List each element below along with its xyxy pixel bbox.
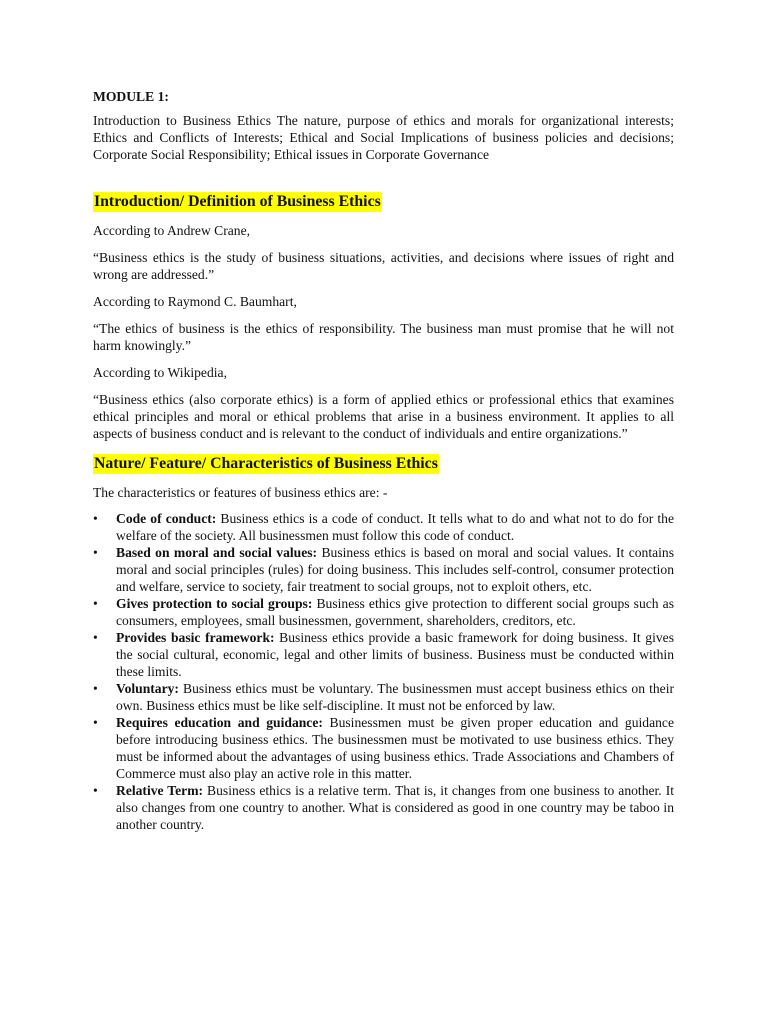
list-item-term: Voluntary: bbox=[116, 681, 179, 696]
list-item bbox=[93, 782, 674, 833]
attribution-wikipedia: According to Wikipedia, bbox=[93, 365, 227, 380]
list-item-text: Business ethics give protection to different social groups such as consumers, employees, small businessmen, government, shareholders, creditors, etc. bbox=[116, 596, 674, 628]
bullet-icon: • bbox=[93, 783, 98, 798]
list-item bbox=[93, 714, 674, 782]
bullet-icon: • bbox=[93, 681, 98, 696]
list-item-text: Business ethics must be voluntary. The businessmen must accept business ethics on their own. Business ethics must be like self-discipline. It must not be enforced by law. bbox=[116, 681, 674, 713]
section-heading-definition: Introduction/ Definition of Business Ethics bbox=[94, 193, 381, 210]
section-heading-characteristics: Nature/ Feature/ Characteristics of Business Ethics bbox=[94, 455, 438, 472]
characteristics-intro: The characteristics or features of business ethics are: - bbox=[93, 485, 388, 500]
list-item-text: Businessmen must be given proper education and guidance before introducing business ethics. The businessmen must be motivated to use business ethics. They must be informed about the advantages of using business ethics. Trade Associations and Chambers of Commerce must also play an active role in this matter. bbox=[116, 715, 675, 781]
module-overview: Introduction to Business Ethics The nature, purpose of ethics and morals for organizational interests; Ethics and Conflicts of Interests; Ethical and Social Implications of business policies and decisions; Corporate Social Responsibility; Ethical issues in Corporate Governance bbox=[93, 113, 674, 162]
quote-wikipedia: “Business ethics (also corporate ethics) is a form of applied ethics or professional ethics that examines ethical principles and moral or ethical problems that arise in a business environment. It applies to all aspects of business conduct and is relevant to the conduct of individuals and entire organizations.” bbox=[93, 392, 674, 441]
list-item-term: Code of conduct: bbox=[116, 511, 217, 526]
section-heading-wrapper bbox=[93, 192, 674, 212]
quote-crane: “Business ethics is the study of business situations, activities, and decisions where issues of right and wrong are addressed.” bbox=[93, 250, 674, 282]
list-item-term: Provides basic framework: bbox=[116, 630, 275, 645]
list-item-term: Relative Term: bbox=[116, 783, 204, 798]
list-item-text: Business ethics provide a basic framework for doing business. It gives the social cultural, economic, legal and other limits of business. Business must be conducted within these limits. bbox=[116, 630, 674, 679]
bullet-icon: • bbox=[93, 545, 98, 560]
section-heading-wrapper bbox=[93, 454, 674, 474]
list-item-text: Business ethics is based on moral and social values. It contains moral and social principles (rules) for doing business. This includes self-control, consumer protection and welfare, service to society, fair treatment to social groups, not to exploit others, etc. bbox=[116, 545, 674, 594]
document-page bbox=[93, 88, 674, 833]
bullet-icon: • bbox=[93, 511, 98, 526]
list-item bbox=[93, 595, 674, 629]
quote-baumhart: “The ethics of business is the ethics of responsibility. The business man must promise that he will not harm knowingly.” bbox=[93, 321, 674, 353]
bullet-icon: • bbox=[93, 596, 98, 611]
list-item-term: Requires education and guidance: bbox=[116, 715, 323, 730]
characteristics-list bbox=[93, 510, 674, 833]
bullet-icon: • bbox=[93, 715, 98, 730]
module-title: MODULE 1: bbox=[93, 89, 169, 104]
list-item-term: Gives protection to social groups: bbox=[116, 596, 313, 611]
attribution-baumhart: According to Raymond C. Baumhart, bbox=[93, 294, 297, 309]
list-item-text: Business ethics is a relative term. That is, it changes from one business to another. It also changes from one country to another. What is considered as good in one country may be taboo in another country. bbox=[116, 783, 674, 832]
list-item bbox=[93, 510, 674, 544]
list-item-term: Based on moral and social values: bbox=[116, 545, 318, 560]
bullet-icon: • bbox=[93, 630, 98, 645]
list-item bbox=[93, 680, 674, 714]
attribution-crane: According to Andrew Crane, bbox=[93, 223, 251, 238]
list-item bbox=[93, 629, 674, 680]
list-item bbox=[93, 544, 674, 595]
list-item-text: Business ethics is a code of conduct. It tells what to do and what not to do for the welfare of the society. All businessmen must follow this code of conduct. bbox=[116, 511, 674, 543]
